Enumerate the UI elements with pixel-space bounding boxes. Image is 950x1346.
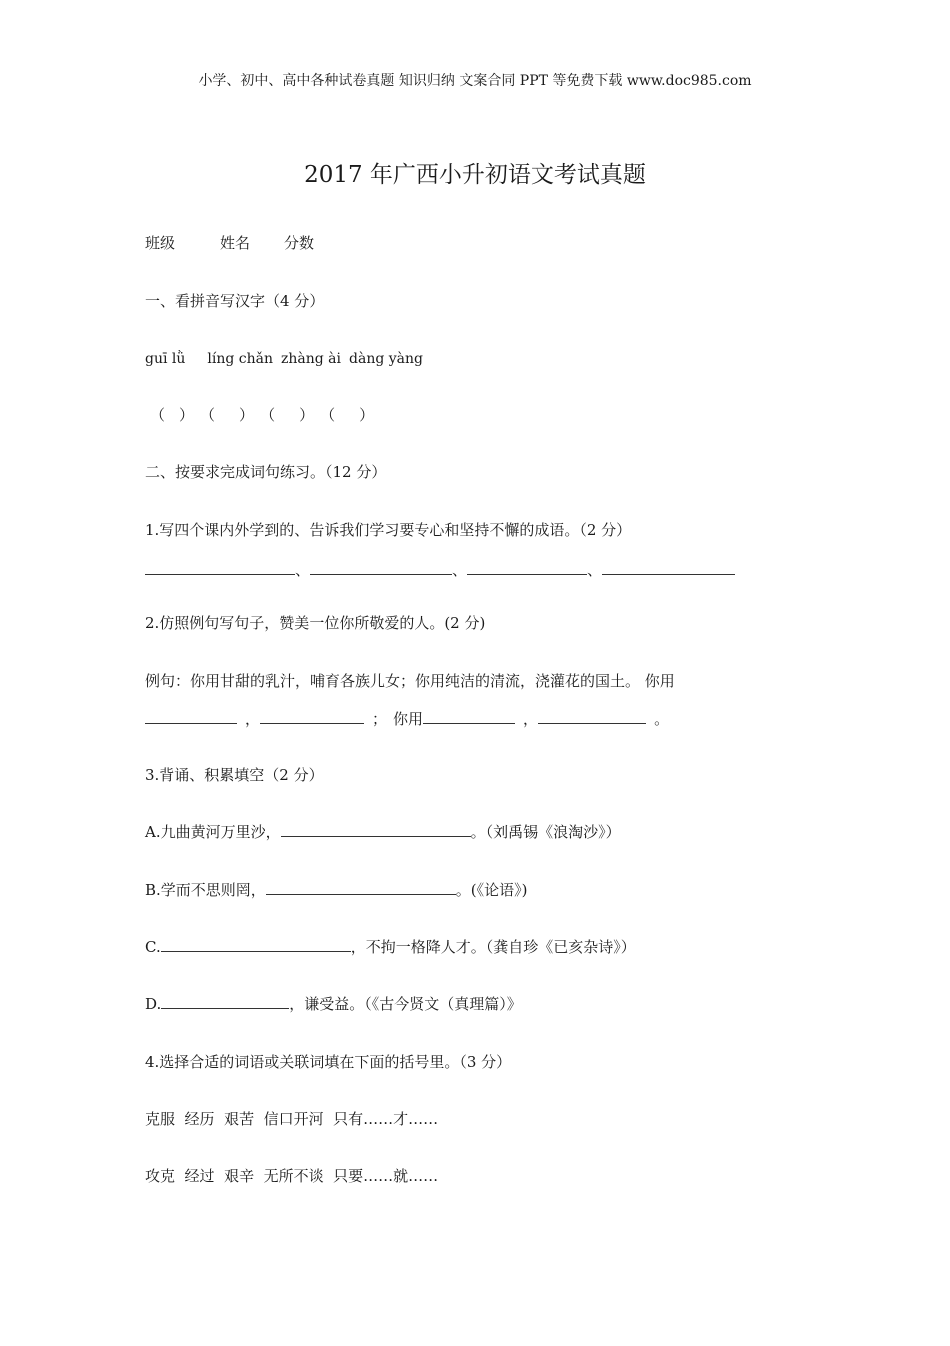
class-label: 班级 (145, 234, 176, 252)
word-bank-row-2: 攻克 经过 艰辛 无所不谈 只要……就…… (145, 1167, 439, 1185)
name-label: 姓名 (220, 234, 251, 252)
poem-blank-b[interactable] (266, 880, 456, 895)
question-3a: A.九曲黄河万里沙， 。（刘禹锡《浪淘沙》） (145, 823, 621, 841)
question-3: 3.背诵、积累填空（2 分） (145, 766, 324, 784)
answer-paren-4[interactable]: （ ） (320, 406, 375, 424)
answer-parens-row (150, 405, 374, 425)
question-4: 4.选择合适的词语或关联词填在下面的括号里。（3 分） (145, 1053, 512, 1071)
question-2: 2.仿照例句写句子，赞美一位你所敬爱的人。(2 分) (145, 614, 486, 632)
question-2-answer-row: ， ； 你用 ， 。 (145, 709, 669, 729)
question-2-example: 例句：你用甘甜的乳汁，哺育各族儿女；你用纯洁的清流，浇灌花的国土。 你用 (145, 672, 675, 690)
sentence-blank-1[interactable] (145, 709, 237, 724)
poem-blank-c[interactable] (161, 937, 351, 952)
pinyin-3: zhàng ài (281, 351, 342, 367)
score-label: 分数 (284, 234, 315, 252)
sentence-blank-2[interactable] (260, 709, 364, 724)
question-1: 1.写四个课内外学到的、告诉我们学习要专心和坚持不懈的成语。（2 分） (145, 521, 632, 539)
answer-paren-2[interactable]: （ ） (200, 406, 255, 424)
word-bank-row-1: 克服 经历 艰苦 信口开河 只有……才…… (145, 1110, 439, 1128)
pinyin-1: guī lǜ (145, 351, 186, 367)
question-3c: C. ，不拘一格降人才。（龚自珍《已亥杂诗》） (145, 938, 636, 956)
question-3d: D. ，谦受益。（《古今贤文（真理篇）》 (145, 995, 522, 1013)
poem-blank-a[interactable] (281, 822, 471, 837)
section1-heading: 一、看拼音写汉字（4 分） (145, 292, 325, 310)
sentence-blank-3[interactable] (423, 709, 515, 724)
pinyin-4: dàng yàng (349, 351, 423, 367)
idiom-blank-4[interactable] (602, 560, 735, 575)
section2-heading: 二、按要求完成词句练习。（12 分） (145, 463, 387, 481)
page-header: 小学、初中、高中各种试卷真题 知识归纳 文案合同 PPT 等免费下载 www.doc985.com (198, 73, 752, 89)
poem-blank-d[interactable] (161, 994, 289, 1009)
student-info-row (145, 233, 314, 253)
answer-paren-3[interactable]: （ ） (260, 406, 315, 424)
question-1-answer-row: 、 、 、 (145, 560, 735, 580)
idiom-blank-3[interactable] (467, 560, 587, 575)
answer-paren-1[interactable]: （ ） (150, 406, 195, 424)
idiom-blank-2[interactable] (310, 560, 452, 575)
pinyin-2: líng chǎn (207, 351, 274, 367)
question-3b: B.学而不思则罔， 。(《论语》) (145, 881, 528, 899)
exam-title: 2017 年广西小升初语文考试真题 (304, 162, 646, 188)
pinyin-row (145, 349, 423, 369)
sentence-blank-4[interactable] (538, 709, 646, 724)
idiom-blank-1[interactable] (145, 560, 295, 575)
